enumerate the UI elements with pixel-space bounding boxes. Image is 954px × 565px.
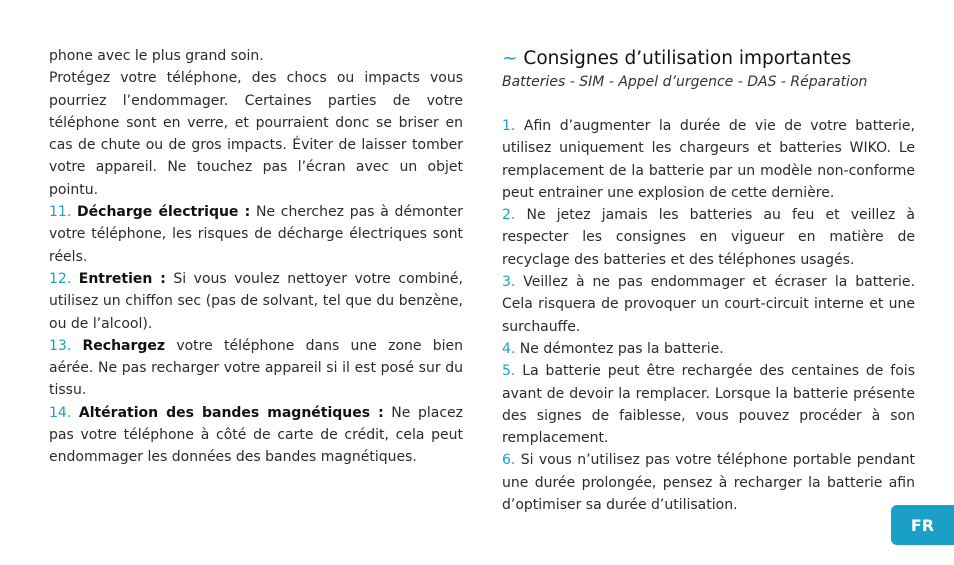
safety-item-12 [49,268,463,335]
item-number: 11. [49,204,72,221]
section-subtitle: Batteries - SIM - Appel d’urgence - DAS - Réparation [502,74,868,90]
item-text: Ne placez pas votre téléphone à côté de carte de crédit, cela peut endommager les données des bandes magnétiques. [49,404,463,466]
safety-item-14 [49,402,463,469]
section-title [502,47,915,71]
safety-item-11 [49,201,463,268]
item-text: Afin d’augmenter la durée de vie de votre batterie, utilisez uniquement les chargeurs et batteries WIKO. Le remplacement de la batterie par un modèle non-conforme peut entrainer une explosion de cette dernière. [502,118,915,201]
battery-item-6 [502,449,915,516]
item-text: La batterie peut être rechargée des centaines de fois avant de devoir la remplacer. Lorsque la batterie présente des signes de faiblesse, vous pouvez procéder à son remplacement. [502,363,915,447]
left-column [49,45,463,469]
item-number: 3. [502,274,516,291]
battery-item-2 [502,204,915,271]
item-term: Altération des bandes magnétiques : [78,404,384,421]
item-number: 13. [49,337,72,354]
item-term: Entretien : [78,270,166,287]
battery-item-5 [502,360,915,449]
item-text: votre téléphone dans une zone bien aérée. Ne pas recharger votre appareil si il est posé sur du tissu. [49,337,463,399]
item-text: Ne démontez pas la batterie. [515,340,724,357]
battery-item-4 [502,338,915,360]
item-number: 6. [502,452,516,469]
safety-item-13 [49,335,463,402]
item-number: 4. [502,340,516,357]
item-number: 2. [502,207,516,224]
item-text: Si vous n’utilisez pas votre téléphone portable pendant une durée prolongée, pensez à recharger la batterie afin d’optimiser sa durée d’utilisation. [502,452,915,514]
item-number: 12. [49,270,72,287]
item-text: Veillez à ne pas endommager et écraser la batterie. Cela risquera de provoquer un court-circuit interne et une surchauffe. [502,274,915,335]
item-text: Ne jetez jamais les batteries au feu et veillez à respecter les consignes en vigueur en matière de recyclage des batteries et des téléphones usagés. [502,207,915,268]
paragraph-continuation: phone avec le plus grand soin. [49,48,264,64]
item-number: 1. [502,118,516,134]
item-text: Si vous voulez nettoyer votre combiné, utilisez un chiffon sec (pas de solvant, tel que du benzène, ou de l’alcool). [49,270,463,332]
item-number: 5. [502,363,516,380]
title-tilde: ~ [502,48,518,69]
item-term: Rechargez [82,337,166,354]
item-number: 14. [49,404,72,421]
item-text: Ne cherchez pas à démonter votre téléphone, les risques de décharge électriques sont réels. [49,204,463,265]
title-text: Consignes d’utilisation importantes [523,48,852,69]
battery-item-3 [502,271,915,338]
right-column [502,45,915,516]
language-badge: FR [891,505,954,545]
paragraph-protection: Protégez votre téléphone, des chocs ou impacts vous pourriez l’endommager. Certaines parties de votre téléphone sont en verre, et pourraient donc se briser en cas de chute ou de gros impacts. Éviter de laisser tomber votre appareil. Ne touchez pas l’écran avec un objet pointu. [49,70,463,198]
item-term: Décharge électrique : [77,204,251,221]
battery-item-1 [502,115,915,204]
